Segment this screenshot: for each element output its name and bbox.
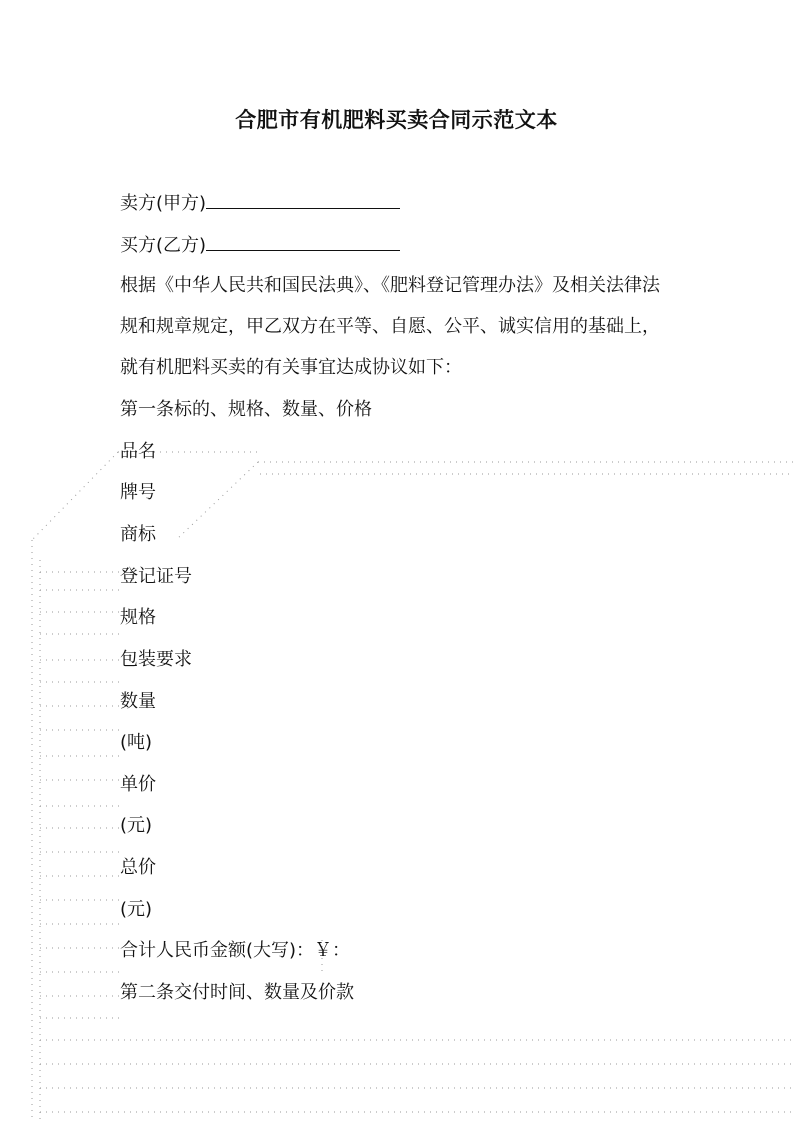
field-quantity-unit: (吨)	[120, 732, 153, 753]
field-registration-number: 登记证号	[120, 566, 192, 587]
article2-heading: 第二条交付时间、数量及价款	[120, 982, 354, 1003]
seller-line	[120, 190, 400, 216]
field-specification: 规格	[120, 607, 156, 628]
article1-heading: 第一条标的、规格、数量、价格	[120, 399, 372, 420]
field-unit-price-unit: (元)	[120, 815, 153, 836]
preamble-line-1: 根据《中华人民共和国民法典》、《肥料登记管理办法》及相关法律法	[120, 275, 660, 296]
buyer-label: 买方(乙方)	[120, 235, 207, 256]
buyer-line	[120, 232, 400, 258]
preamble-line-3: 就有机肥料买卖的有关事宜达成协议如下：	[120, 357, 462, 378]
field-trademark: 商标	[120, 524, 156, 545]
field-unit-price: 单价	[120, 774, 156, 795]
field-packaging: 包装要求	[120, 649, 192, 670]
field-product-name: 品名	[120, 441, 156, 462]
seller-blank	[206, 190, 400, 209]
total-amount-label: 合计人民币金额(大写)：￥：	[120, 940, 351, 961]
field-total-price-unit: (元)	[120, 899, 153, 920]
buyer-blank	[206, 232, 400, 251]
preamble-line-2: 规和规章规定，甲乙双方在平等、自愿、公平、诚实信用的基础上，	[120, 316, 660, 337]
field-total-price: 总价	[120, 857, 156, 878]
field-quantity: 数量	[120, 691, 156, 712]
document-title: 合肥市有机肥料买卖合同示范文本	[235, 108, 558, 132]
field-brand-number: 牌号	[120, 482, 156, 503]
seller-label: 卖方(甲方)	[120, 193, 207, 214]
